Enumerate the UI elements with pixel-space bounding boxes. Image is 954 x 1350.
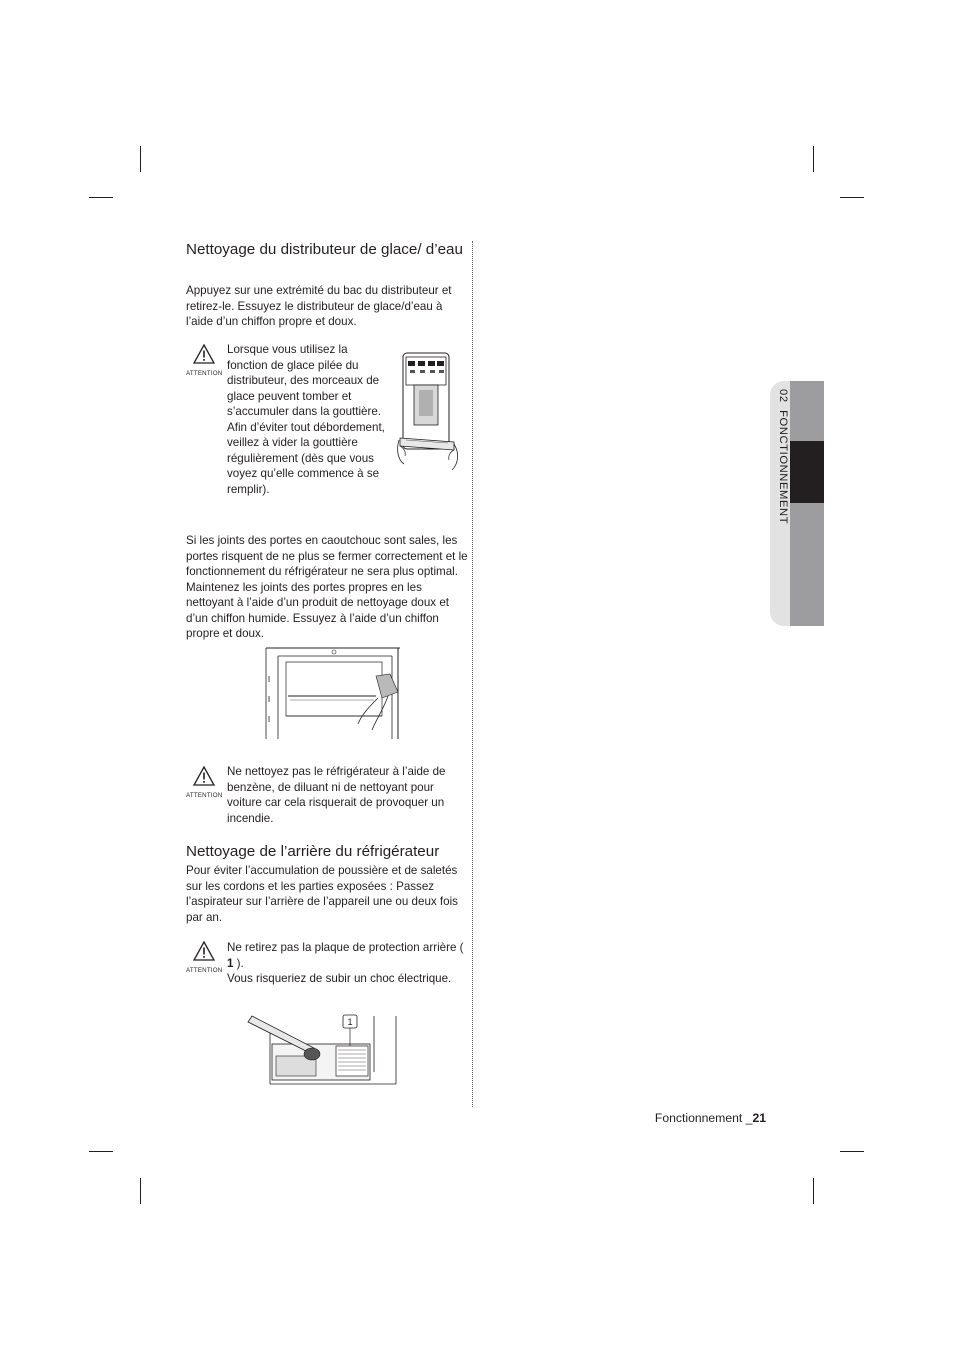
dispenser-caution: Lorsque vous utilisez la fonction de glace pilée du distributeur, des morceaux de glace peuvent tomber et s’accumuler dans la gouttière. Afin d’éviter tout débordement, veillez à vider la gouttière régulièrement (dès que vous voyez qu’elle commence à se remplir). <box>227 343 385 496</box>
section-title-back: Nettoyage de l’arrière du réfrigérateur <box>186 843 440 860</box>
warning-icon <box>193 766 215 786</box>
caution-text: ). <box>233 956 244 970</box>
warning-icon <box>193 344 215 364</box>
crop-mark <box>840 1151 864 1152</box>
caution-text: Vous risqueriez de subir un choc électrique. <box>227 972 452 985</box>
gaskets-text: Si les joints des portes en caoutchouc sont sales, les portes risquent de ne plus se fermer correctement et le fonctionnement du réfrigérateur ne sera plus optimal. Maintenez les joints des portes propres en les nettoyant à l’aide d’un produit de nettoyage doux et d’un chiffon humide. Essuyez à l’aide d’un chiffon propre et doux. <box>186 534 468 640</box>
crop-mark <box>89 1151 113 1152</box>
chapter-tab-label <box>771 389 789 619</box>
crop-mark <box>813 146 814 172</box>
chapter-tab-marker <box>790 441 824 503</box>
crop-mark <box>140 1178 141 1204</box>
dispenser-intro: Appuyez sur une extrémité du bac du distributeur et retirez-le. Essuyez le distributeur de glace/d’eau à l’aide d’un chiffon propre et doux. <box>186 284 452 328</box>
chapter-title: FONCTIONNEMENT <box>777 410 789 525</box>
page-footer <box>620 1111 766 1125</box>
attention-badge <box>186 766 222 799</box>
dispenser-illustration <box>396 350 462 474</box>
warning-icon <box>193 941 215 961</box>
attention-label: ATTENTION <box>186 370 223 377</box>
fridge-interior-illustration <box>264 646 402 740</box>
footer-label: Fonctionnement _ <box>654 1111 753 1125</box>
back-plate-caution <box>227 940 465 987</box>
crop-mark <box>840 197 864 198</box>
attention-badge <box>186 344 222 377</box>
attention-label: ATTENTION <box>186 967 223 974</box>
fridge-back-illustration <box>246 1012 402 1088</box>
callout-number: 1 <box>347 1017 353 1027</box>
caution-callout-number: 1 <box>227 956 234 970</box>
crop-mark <box>813 1178 814 1204</box>
crop-mark <box>89 197 113 198</box>
attention-label: ATTENTION <box>186 792 223 799</box>
page-number: 21 <box>752 1111 766 1125</box>
section-title-dispenser: Nettoyage du distributeur de glace/ d’eau <box>186 241 463 258</box>
crop-mark <box>140 146 141 172</box>
chapter-tab-band <box>790 381 824 626</box>
cleaner-caution: Ne nettoyez pas le réfrigérateur à l’aide de benzène, de diluant ni de nettoyant pour voiture car cela risquerait de provoquer un incendie. <box>227 765 446 825</box>
chapter-number: 02 <box>777 389 789 403</box>
column-divider <box>472 241 473 1107</box>
caution-text: Ne retirez pas la plaque de protection arrière ( <box>227 941 464 954</box>
back-intro: Pour éviter l’accumulation de poussière et de saletés sur les cordons et les parties exposées : Passez l’aspirateur sur l’arrière de l’appareil une ou deux fois par an. <box>186 864 458 924</box>
attention-badge <box>186 941 222 974</box>
